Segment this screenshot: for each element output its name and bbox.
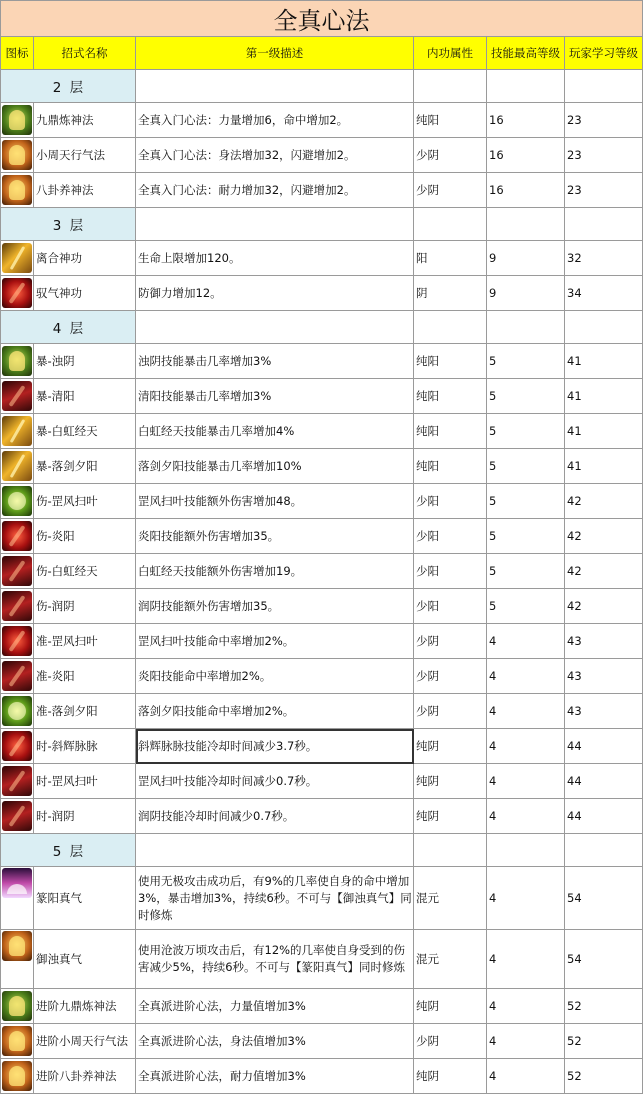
skill-attr: 纯阳: [414, 103, 487, 138]
page-title: 全真心法: [1, 1, 643, 37]
skill-desc: 全真派进阶心法，身法值增加3%: [136, 1024, 414, 1059]
level-row: [1, 834, 643, 867]
skill-icon: [2, 931, 32, 961]
skill-learn-level: 23: [565, 103, 643, 138]
skill-desc: 罡风扫叶技能冷却时间减少0.7秒。: [136, 764, 414, 799]
skill-icon: [2, 731, 32, 761]
skill-learn-level: 23: [565, 138, 643, 173]
skill-attr: 纯阴: [414, 1059, 487, 1094]
table-row: [1, 484, 643, 519]
skill-attr: 少阴: [414, 694, 487, 729]
skill-learn-level: 23: [565, 173, 643, 208]
header-max-level: 技能最高等级: [487, 37, 565, 70]
skill-name: 暴-落剑夕阳: [34, 449, 136, 484]
header-name: 招式名称: [34, 37, 136, 70]
skill-max-level: 5: [487, 344, 565, 379]
table-row: [1, 1024, 643, 1059]
skill-max-level: 4: [487, 694, 565, 729]
skill-icon: [2, 661, 32, 691]
skill-name: 八卦养神法: [34, 173, 136, 208]
level-label: 2 层: [1, 70, 136, 103]
header-attr: 内功属性: [414, 37, 487, 70]
skill-attr: 阴: [414, 276, 487, 311]
skill-max-level: 9: [487, 241, 565, 276]
header-icon: 图标: [1, 37, 34, 70]
table-row: [1, 589, 643, 624]
skill-learn-level: 52: [565, 1059, 643, 1094]
table-row: [1, 173, 643, 208]
skill-desc: 全真入门心法：力量增加6，命中增加2。: [136, 103, 414, 138]
skill-icon: [2, 346, 32, 376]
table-row: [1, 138, 643, 173]
table-row: [1, 103, 643, 138]
skill-attr: 纯阴: [414, 989, 487, 1024]
skill-desc: 全真派进阶心法，耐力值增加3%: [136, 1059, 414, 1094]
skill-attr: 少阴: [414, 659, 487, 694]
skill-max-level: 16: [487, 103, 565, 138]
skill-desc: 炎阳技能命中率增加2%。: [136, 659, 414, 694]
skill-attr: 纯阳: [414, 344, 487, 379]
skill-max-level: 5: [487, 484, 565, 519]
skill-max-level: 5: [487, 379, 565, 414]
skill-attr: 少阴: [414, 138, 487, 173]
table-row: [1, 867, 643, 930]
table-row: [1, 989, 643, 1024]
skill-learn-level: 43: [565, 624, 643, 659]
skill-icon: [2, 451, 32, 481]
header-row: [1, 37, 643, 70]
skill-learn-level: 41: [565, 414, 643, 449]
header-desc: 第一级描述: [136, 37, 414, 70]
skill-learn-level: 42: [565, 554, 643, 589]
table-row: [1, 344, 643, 379]
skill-icon: [2, 868, 32, 898]
skill-icon: [2, 105, 32, 135]
skill-icon: [2, 521, 32, 551]
skill-name: 伤-润阴: [34, 589, 136, 624]
skill-name: 时-润阴: [34, 799, 136, 834]
skill-max-level: 16: [487, 138, 565, 173]
skill-name: 小周天行气法: [34, 138, 136, 173]
level-label: 3 层: [1, 208, 136, 241]
skill-desc: 白虹经天技能额外伤害增加19。: [136, 554, 414, 589]
skill-max-level: 4: [487, 764, 565, 799]
skill-max-level: 4: [487, 989, 565, 1024]
skill-attr: 混元: [414, 930, 487, 989]
skill-name: 进阶八卦养神法: [34, 1059, 136, 1094]
skill-desc: 落剑夕阳技能命中率增加2%。: [136, 694, 414, 729]
skill-max-level: 5: [487, 414, 565, 449]
skill-attr: 少阴: [414, 624, 487, 659]
skill-learn-level: 43: [565, 694, 643, 729]
skill-icon: [2, 416, 32, 446]
skill-icon: [2, 381, 32, 411]
skill-name: 准-炎阳: [34, 659, 136, 694]
level-row: [1, 70, 643, 103]
skill-learn-level: 41: [565, 344, 643, 379]
skill-name: 九鼎炼神法: [34, 103, 136, 138]
skill-desc: 使用沧波万顷攻击后，有12%的几率使自身受到的伤害减少5%，持续6秒。不可与【篆阳真气】同时修炼: [136, 930, 414, 989]
skill-desc: 润阴技能额外伤害增加35。: [136, 589, 414, 624]
skill-max-level: 4: [487, 867, 565, 930]
table-row: [1, 624, 643, 659]
skill-icon: [2, 1061, 32, 1091]
skill-desc: 清阳技能暴击几率增加3%: [136, 379, 414, 414]
skill-desc: 使用无极攻击成功后，有9%的几率使自身的命中增加3%，暴击增加3%，持续6秒。不可与【御浊真气】同时修炼: [136, 867, 414, 930]
skill-attr: 少阳: [414, 484, 487, 519]
skill-learn-level: 34: [565, 276, 643, 311]
skill-icon: [2, 1026, 32, 1056]
skill-icon: [2, 696, 32, 726]
skill-name: 暴-白虹经天: [34, 414, 136, 449]
skill-attr: 纯阳: [414, 414, 487, 449]
skill-icon: [2, 766, 32, 796]
skill-attr: 混元: [414, 867, 487, 930]
skill-name: 时-斜辉脉脉: [34, 729, 136, 764]
skill-learn-level: 42: [565, 519, 643, 554]
skill-icon: [2, 243, 32, 273]
skill-attr: 少阴: [414, 1024, 487, 1059]
level-row: [1, 311, 643, 344]
skill-icon: [2, 175, 32, 205]
skill-desc: 落剑夕阳技能暴击几率增加10%: [136, 449, 414, 484]
skill-desc: 炎阳技能额外伤害增加35。: [136, 519, 414, 554]
skill-attr: 少阳: [414, 519, 487, 554]
skill-name: 伤-白虹经天: [34, 554, 136, 589]
skill-learn-level: 44: [565, 729, 643, 764]
skill-desc: 润阴技能冷却时间减少0.7秒。: [136, 799, 414, 834]
skill-name: 伤-炎阳: [34, 519, 136, 554]
skill-desc: 全真入门心法：耐力增加32，闪避增加2。: [136, 173, 414, 208]
skill-max-level: 5: [487, 589, 565, 624]
skill-name: 篆阳真气: [34, 867, 136, 930]
table-row: [1, 276, 643, 311]
level-label: 4 层: [1, 311, 136, 344]
skill-attr: 纯阳: [414, 449, 487, 484]
table-row: [1, 379, 643, 414]
skill-name: 伤-罡风扫叶: [34, 484, 136, 519]
skill-attr: 纯阳: [414, 379, 487, 414]
skill-name: 进阶九鼎炼神法: [34, 989, 136, 1024]
skill-learn-level: 42: [565, 589, 643, 624]
level-label: 5 层: [1, 834, 136, 867]
skill-icon: [2, 626, 32, 656]
skill-name: 时-罡风扫叶: [34, 764, 136, 799]
skill-name: 进阶小周天行气法: [34, 1024, 136, 1059]
skill-learn-level: 42: [565, 484, 643, 519]
level-row: [1, 208, 643, 241]
skill-attr: 纯阴: [414, 764, 487, 799]
skill-icon: [2, 991, 32, 1021]
skill-name: 御浊真气: [34, 930, 136, 989]
skill-name: 准-落剑夕阳: [34, 694, 136, 729]
skill-desc: 浊阴技能暴击几率增加3%: [136, 344, 414, 379]
skill-name: 离合神功: [34, 241, 136, 276]
skill-max-level: 4: [487, 930, 565, 989]
skill-max-level: 4: [487, 729, 565, 764]
skill-max-level: 5: [487, 554, 565, 589]
table-row: [1, 554, 643, 589]
table-row: [1, 414, 643, 449]
table-row: [1, 694, 643, 729]
table-row: [1, 659, 643, 694]
skill-desc-selected-cell[interactable]: 斜辉脉脉技能冷却时间减少3.7秒。: [136, 729, 414, 764]
table-row: [1, 449, 643, 484]
table-row: [1, 729, 643, 764]
skill-max-level: 4: [487, 659, 565, 694]
skill-learn-level: 44: [565, 799, 643, 834]
skill-name: 暴-清阳: [34, 379, 136, 414]
skill-name: 暴-浊阴: [34, 344, 136, 379]
skill-name: 驭气神功: [34, 276, 136, 311]
table-row: [1, 799, 643, 834]
skill-icon: [2, 801, 32, 831]
skill-attr: 少阴: [414, 173, 487, 208]
skill-learn-level: 43: [565, 659, 643, 694]
table-row: [1, 764, 643, 799]
skill-max-level: 5: [487, 519, 565, 554]
skill-max-level: 4: [487, 1059, 565, 1094]
skill-learn-level: 52: [565, 1024, 643, 1059]
skill-desc: 全真入门心法：身法增加32，闪避增加2。: [136, 138, 414, 173]
skill-max-level: 4: [487, 799, 565, 834]
skill-max-level: 4: [487, 624, 565, 659]
skill-learn-level: 41: [565, 379, 643, 414]
skill-learn-level: 41: [565, 449, 643, 484]
skill-desc: 罡风扫叶技能额外伤害增加48。: [136, 484, 414, 519]
skill-desc: 防御力增加12。: [136, 276, 414, 311]
table-row: [1, 519, 643, 554]
skill-max-level: 16: [487, 173, 565, 208]
skill-learn-level: 54: [565, 867, 643, 930]
skill-max-level: 4: [487, 1024, 565, 1059]
skill-max-level: 9: [487, 276, 565, 311]
skill-attr: 纯阴: [414, 799, 487, 834]
skill-icon: [2, 486, 32, 516]
skill-max-level: 5: [487, 449, 565, 484]
table-row: [1, 241, 643, 276]
skill-attr: 纯阴: [414, 729, 487, 764]
skill-desc: 罡风扫叶技能命中率增加2%。: [136, 624, 414, 659]
skill-icon: [2, 591, 32, 621]
skill-attr: 少阳: [414, 589, 487, 624]
table-row: [1, 930, 643, 989]
skill-learn-level: 32: [565, 241, 643, 276]
skill-learn-level: 52: [565, 989, 643, 1024]
skill-learn-level: 44: [565, 764, 643, 799]
skill-name: 准-罡风扫叶: [34, 624, 136, 659]
header-learn-level: 玩家学习等级: [565, 37, 643, 70]
skill-learn-level: 54: [565, 930, 643, 989]
skill-desc: 生命上限增加120。: [136, 241, 414, 276]
skill-desc: 白虹经天技能暴击几率增加4%: [136, 414, 414, 449]
skill-icon: [2, 556, 32, 586]
skill-desc: 全真派进阶心法，力量值增加3%: [136, 989, 414, 1024]
table-row: [1, 1059, 643, 1094]
skill-icon: [2, 140, 32, 170]
skill-attr: 少阳: [414, 554, 487, 589]
skill-attr: 阳: [414, 241, 487, 276]
skill-icon: [2, 278, 32, 308]
